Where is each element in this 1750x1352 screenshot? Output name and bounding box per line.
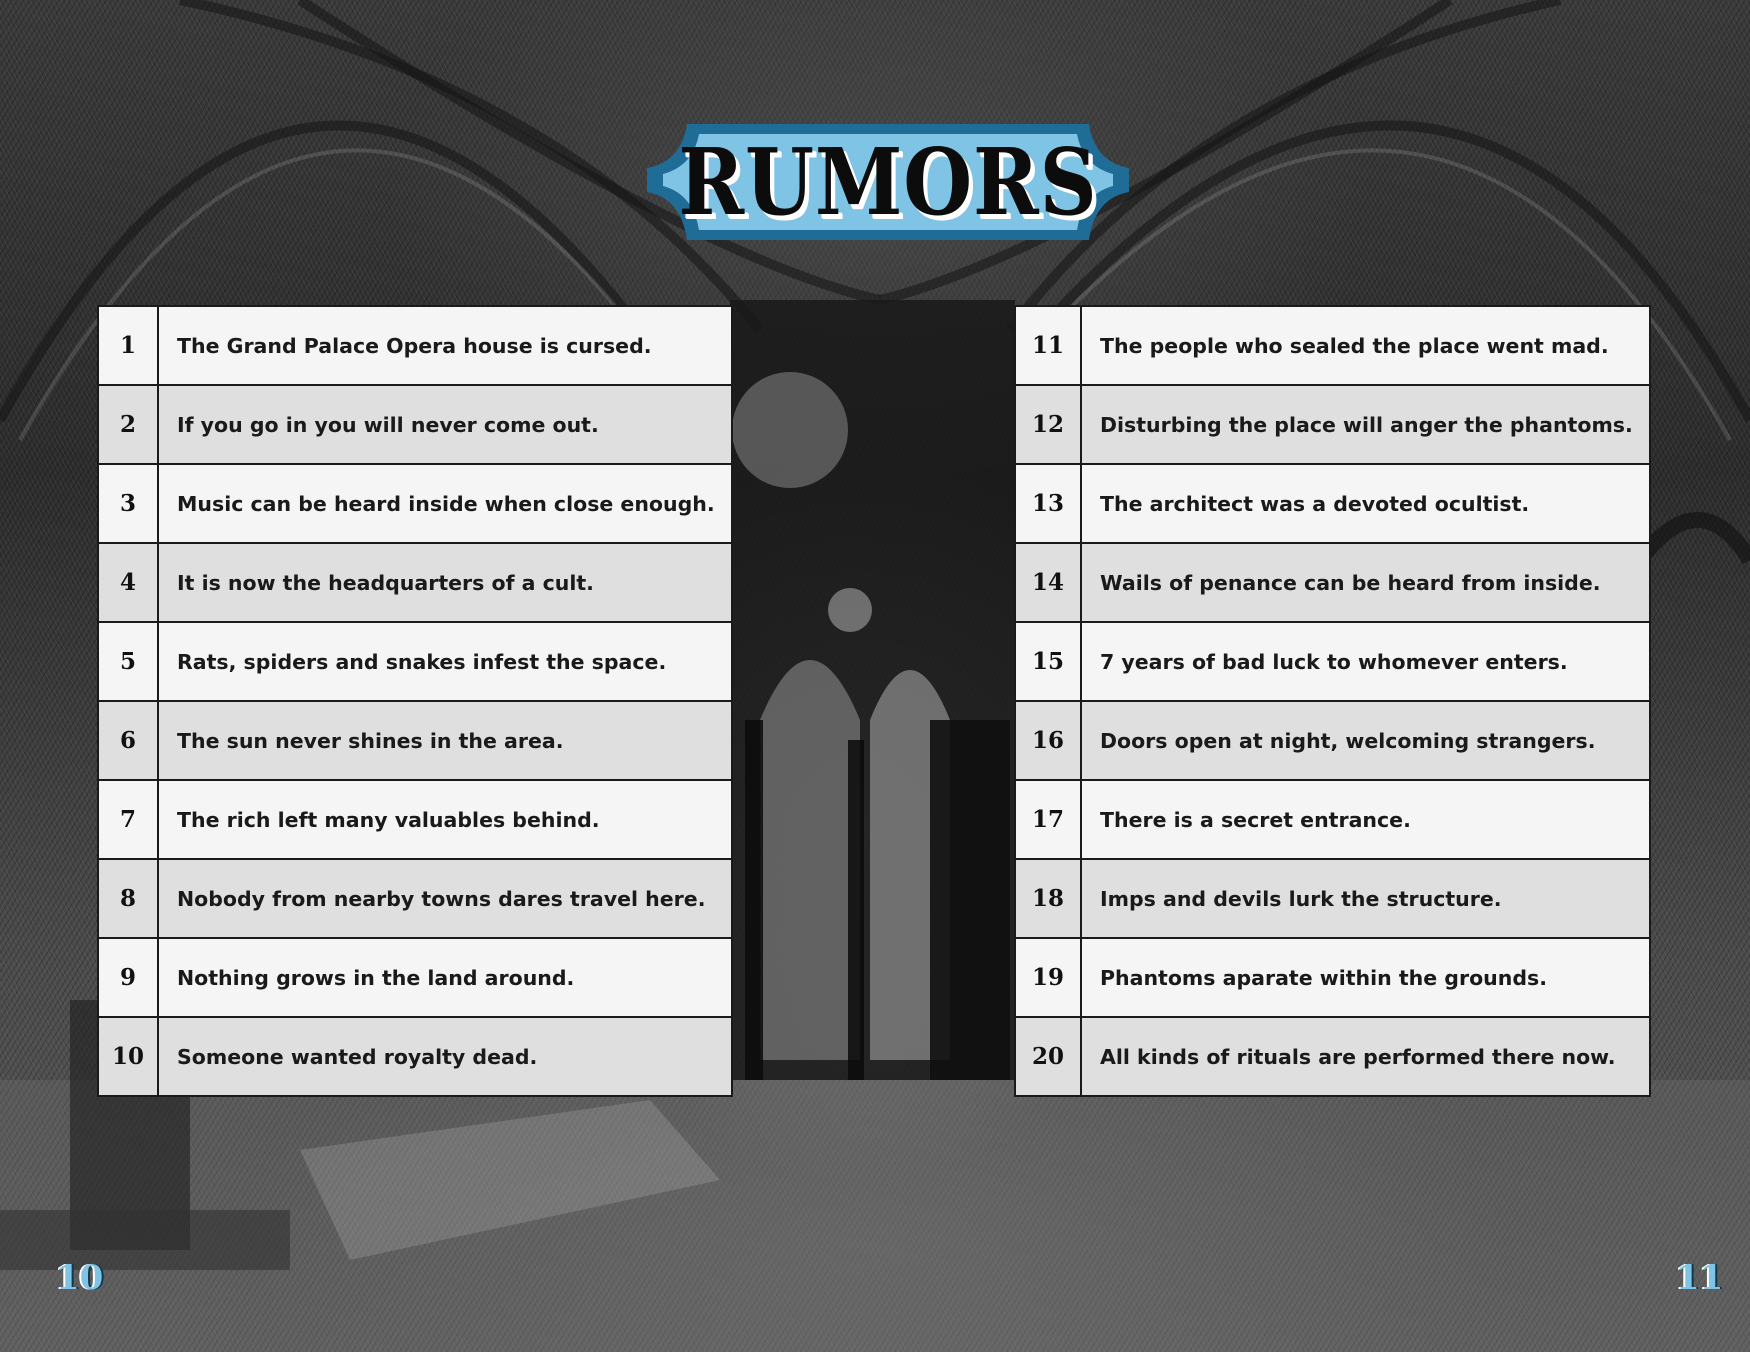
row-number: 16 (1016, 702, 1082, 779)
rumors-table-left (97, 305, 733, 1097)
table-row (99, 307, 731, 386)
table-row (1016, 307, 1649, 386)
rumor-text: Disturbing the place will anger the phantoms. (1100, 412, 1633, 437)
rumor-text: There is a secret entrance. (1100, 807, 1411, 832)
row-number: 1 (99, 307, 159, 384)
rumor-text: Imps and devils lurk the structure. (1100, 886, 1502, 911)
rumor-text: 7 years of bad luck to whomever enters. (1100, 649, 1568, 674)
row-number: 7 (99, 781, 159, 858)
rumor-text: Rats, spiders and snakes infest the space. (177, 649, 667, 674)
table-row (1016, 623, 1649, 702)
page-number-left: 10 (56, 1258, 104, 1298)
table-row (1016, 465, 1649, 544)
rumor-text: The sun never shines in the area. (177, 728, 564, 753)
row-number: 19 (1016, 939, 1082, 1016)
table-row (99, 781, 731, 860)
rumor-text: The architect was a devoted ocultist. (1100, 491, 1530, 516)
rumor-text: The people who sealed the place went mad. (1100, 333, 1609, 358)
title-banner (647, 118, 1129, 246)
row-number: 6 (99, 702, 159, 779)
row-number: 2 (99, 386, 159, 463)
table-row (99, 623, 731, 702)
table-row (99, 939, 731, 1018)
row-number: 17 (1016, 781, 1082, 858)
row-number: 11 (1016, 307, 1082, 384)
row-number: 9 (99, 939, 159, 1016)
row-number: 4 (99, 544, 159, 621)
rumor-text: The rich left many valuables behind. (177, 807, 600, 832)
table-row (1016, 702, 1649, 781)
rumor-text: The Grand Palace Opera house is cursed. (177, 333, 652, 358)
table-row (1016, 1018, 1649, 1095)
row-number: 18 (1016, 860, 1082, 937)
table-row (99, 702, 731, 781)
rumor-text: Nobody from nearby towns dares travel here. (177, 886, 706, 911)
table-row (1016, 386, 1649, 465)
row-number: 8 (99, 860, 159, 937)
table-row (99, 1018, 731, 1095)
rumor-text: Wails of penance can be heard from inside. (1100, 570, 1601, 595)
row-number: 3 (99, 465, 159, 542)
rumor-text: It is now the headquarters of a cult. (177, 570, 594, 595)
row-number: 20 (1016, 1018, 1082, 1095)
table-row (99, 544, 731, 623)
rumor-text: Phantoms aparate within the grounds. (1100, 965, 1548, 990)
table-row (99, 860, 731, 939)
rumor-text: Doors open at night, welcoming strangers. (1100, 728, 1596, 753)
table-row (1016, 544, 1649, 623)
row-number: 13 (1016, 465, 1082, 542)
row-number: 14 (1016, 544, 1082, 621)
rumor-text: All kinds of rituals are performed there now. (1100, 1044, 1616, 1069)
row-number: 15 (1016, 623, 1082, 700)
row-number: 12 (1016, 386, 1082, 463)
table-row (1016, 860, 1649, 939)
table-row (99, 386, 731, 465)
rumor-text: If you go in you will never come out. (177, 412, 599, 437)
page-title: RUMORS (678, 128, 1098, 236)
page-number-right: 11 (1676, 1258, 1724, 1298)
row-number: 5 (99, 623, 159, 700)
table-row (99, 465, 731, 544)
rumor-text: Music can be heard inside when close enough. (177, 491, 715, 516)
table-row (1016, 939, 1649, 1018)
rumor-text: Someone wanted royalty dead. (177, 1044, 538, 1069)
rumor-text: Nothing grows in the land around. (177, 965, 575, 990)
rumors-table-right (1014, 305, 1651, 1097)
row-number: 10 (99, 1018, 159, 1095)
table-row (1016, 781, 1649, 860)
